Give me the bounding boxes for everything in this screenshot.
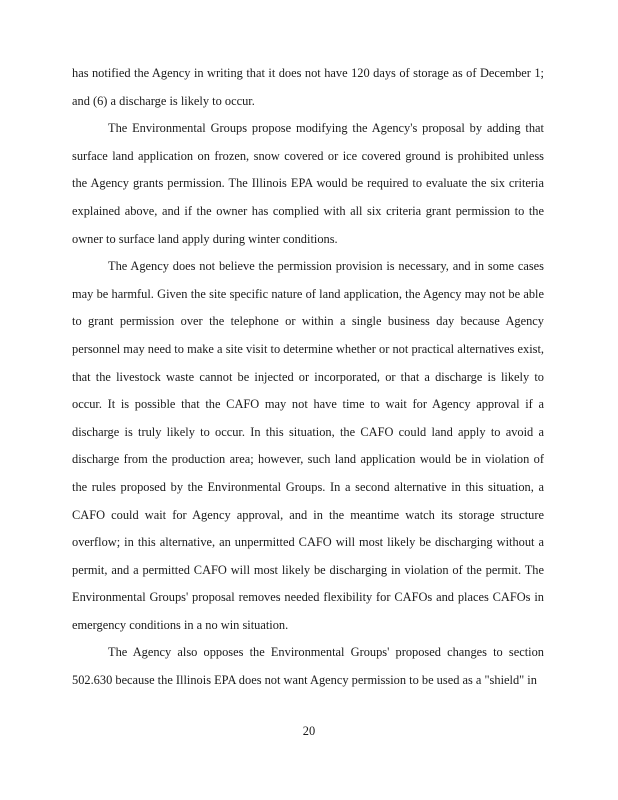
body-text [72,60,544,695]
paragraph-agency-opposition: The Agency also opposes the Environmental Groups' proposed changes to section 502.630 because the Illinois EPA does not want Agency permission to be used as a "shield" in [72,645,544,688]
paragraph-agency-position: The Agency does not believe the permission provision is necessary, and in some cases may be harmful. Given the site specific nature of land application, the Agency may not be able to grant permission over the telephone or within a single business day because Agency personnel may need to make a site visit to determine whether or not practical alternatives exist, that the livestock waste cannot be injected or incorporated, or that a discharge is likely to occur. It is possible that the CAFO may not have time to wait for Agency approval if a discharge is truly likely to occur. In this situation, the CAFO could land apply to avoid a discharge from the production area; however, such land application would be in violation of the rules proposed by the Environmental Groups. In a second alternative in this situation, a CAFO could wait for Agency approval, and in the meantime watch its storage structure overflow; in this alternative, an unpermitted CAFO will most likely be discharging without a permit, and a permitted CAFO will most likely be discharging in violation of the permit. The Environmental Groups' proposal removes needed flexibility for CAFOs and places CAFOs in emergency conditions in a no win situation. [72,259,544,632]
paragraph-environmental-groups-proposal: The Environmental Groups propose modifying the Agency's proposal by adding that surface land application on frozen, snow covered or ice covered ground is prohibited unless the Agency grants permission. The Illinois EPA would be required to evaluate the six criteria explained above, and if the owner has complied with all six criteria grant permission to the owner to surface land apply during winter conditions. [72,121,544,246]
paragraph-continuation: has notified the Agency in writing that it does not have 120 days of storage as of December 1; and (6) a discharge is likely to occur. [72,66,544,108]
page-number: 20 [302,724,316,738]
